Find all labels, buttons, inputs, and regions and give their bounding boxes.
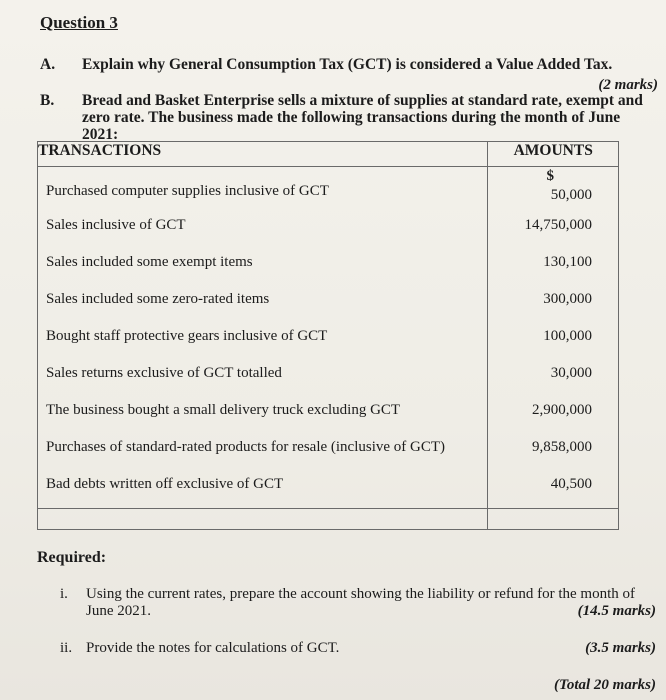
transaction-desc: Bad debts written off exclusive of GCT <box>46 476 284 492</box>
transactions-cell <box>38 167 488 509</box>
amounts-cell <box>488 167 619 509</box>
question-heading: Question 3 <box>40 13 118 32</box>
table-header-row <box>38 142 619 167</box>
transaction-amount: 14,750,000 <box>524 217 592 233</box>
transaction-amount: 100,000 <box>543 328 592 344</box>
required-i-text: Using the current rates, prepare the account showing the liability or refund for the month of June 2021. <box>86 586 635 619</box>
total-marks: (Total 20 marks) <box>554 677 656 693</box>
part-b-text: Bread and Basket Enterprise sells a mixture of supplies at standard rate, exempt and zero rate. The business made the following transactions during the month of June 2021: <box>82 92 643 143</box>
transaction-amount: 130,100 <box>543 254 592 270</box>
required-ii-label: ii. <box>60 640 73 656</box>
transaction-amount: 2,900,000 <box>532 402 592 418</box>
transaction-desc: Purchased computer supplies inclusive of GCT <box>46 183 329 199</box>
transaction-desc: Sales returns exclusive of GCT totalled <box>46 365 282 381</box>
currency-symbol: $ <box>546 168 554 184</box>
part-a-text: Explain why General Consumption Tax (GCT) is considered a Value Added Tax. <box>82 56 613 73</box>
required-heading: Required: <box>37 549 107 566</box>
required-i-marks: (14.5 marks) <box>577 603 656 619</box>
table-blank-row <box>38 509 619 530</box>
transaction-amount: 300,000 <box>543 291 592 307</box>
transaction-amount: 50,000 <box>550 187 592 203</box>
first-amount-block <box>488 167 618 207</box>
transaction-desc: The business bought a small delivery truck excluding GCT <box>46 402 401 418</box>
part-a-marks: (2 marks) <box>598 77 658 93</box>
transaction-amount: 30,000 <box>550 365 592 381</box>
transaction-desc: Sales included some zero-rated items <box>46 291 270 307</box>
transaction-desc: Purchases of standard-rated products for resale (inclusive of GCT) <box>46 439 446 455</box>
transaction-amount: 40,500 <box>550 476 592 492</box>
table-body-row <box>38 167 619 509</box>
transaction-desc: Sales included some exempt items <box>46 254 253 270</box>
transactions-table <box>37 141 619 530</box>
required-i-label: i. <box>60 586 68 602</box>
blank-cell <box>488 509 619 530</box>
transaction-amount: 9,858,000 <box>532 439 592 455</box>
required-ii-marks: (3.5 marks) <box>585 640 656 656</box>
blank-cell <box>38 509 488 530</box>
transaction-desc: Bought staff protective gears inclusive of GCT <box>46 328 328 344</box>
part-a-label: A. <box>40 56 56 73</box>
transaction-desc: Sales inclusive of GCT <box>46 217 186 233</box>
part-b-label: B. <box>40 92 55 109</box>
transactions-column-header: TRANSACTIONS <box>38 142 488 167</box>
required-ii-text: Provide the notes for calculations of GCT. <box>86 640 340 656</box>
amounts-column-header: AMOUNTS <box>488 142 619 167</box>
